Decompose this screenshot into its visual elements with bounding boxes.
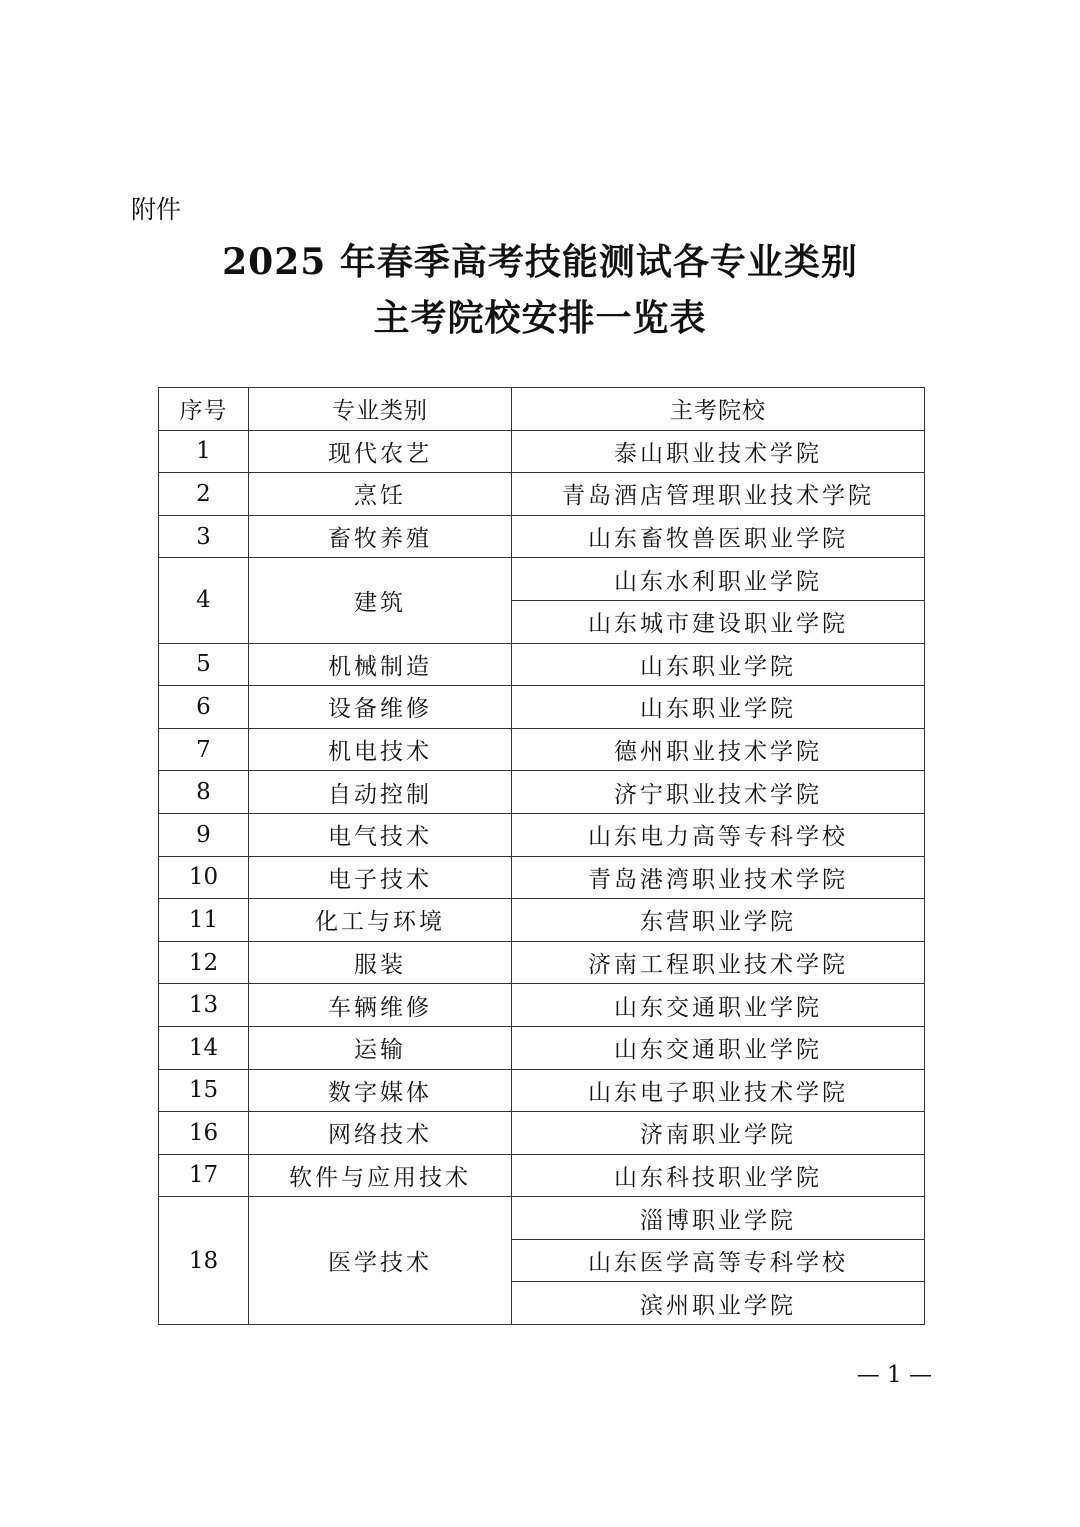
school-cell: 山东医学高等专科学校 <box>512 1239 925 1282</box>
school-cell: 山东电力高等专科学校 <box>512 813 925 856</box>
serial-cell: 14 <box>159 1026 249 1069</box>
serial-cell: 6 <box>159 686 249 729</box>
page-number: — 1 — <box>856 1362 932 1388</box>
serial-cell: 7 <box>159 728 249 771</box>
serial-cell: 4 <box>159 558 249 643</box>
category-cell: 网络技术 <box>249 1112 512 1155</box>
category-cell: 机械制造 <box>249 643 512 686</box>
category-cell: 服装 <box>249 941 512 984</box>
school-cell: 山东职业学院 <box>512 643 925 686</box>
serial-cell: 9 <box>159 813 249 856</box>
category-cell: 自动控制 <box>249 771 512 814</box>
school-cell: 山东职业学院 <box>512 686 925 729</box>
category-cell: 机电技术 <box>249 728 512 771</box>
school-cell: 山东交通职业学院 <box>512 1026 925 1069</box>
exam-arrangement-table <box>158 387 925 1325</box>
school-cell: 青岛酒店管理职业技术学院 <box>512 473 925 516</box>
school-cell: 泰山职业技术学院 <box>512 430 925 473</box>
table-row <box>159 473 925 516</box>
category-cell: 化工与环境 <box>249 899 512 942</box>
table-row <box>159 984 925 1027</box>
table-row <box>159 899 925 942</box>
category-cell: 畜牧养殖 <box>249 515 512 558</box>
serial-cell: 16 <box>159 1112 249 1155</box>
header-serial: 序号 <box>159 388 249 431</box>
table-row <box>159 1112 925 1155</box>
category-cell: 建筑 <box>249 558 512 643</box>
school-cell: 滨州职业学院 <box>512 1282 925 1325</box>
school-cell: 山东科技职业学院 <box>512 1154 925 1197</box>
serial-cell: 10 <box>159 856 249 899</box>
table-row <box>159 686 925 729</box>
category-cell: 现代农艺 <box>249 430 512 473</box>
table-row <box>159 430 925 473</box>
serial-cell: 13 <box>159 984 249 1027</box>
serial-cell: 5 <box>159 643 249 686</box>
school-cell: 济宁职业技术学院 <box>512 771 925 814</box>
document-title-line-2: 主考院校安排一览表 <box>373 297 707 339</box>
table-row <box>159 1154 925 1197</box>
serial-cell: 15 <box>159 1069 249 1112</box>
table-row <box>159 1197 925 1240</box>
school-cell: 山东水利职业学院 <box>512 558 925 601</box>
school-cell: 山东畜牧兽医职业学院 <box>512 515 925 558</box>
category-cell: 运输 <box>249 1026 512 1069</box>
serial-cell: 12 <box>159 941 249 984</box>
table-row <box>159 1069 925 1112</box>
school-cell: 济南职业学院 <box>512 1112 925 1155</box>
table-header-row <box>159 388 925 431</box>
serial-cell: 2 <box>159 473 249 516</box>
table-row <box>159 856 925 899</box>
table-row <box>159 728 925 771</box>
table-row <box>159 643 925 686</box>
school-cell: 山东城市建设职业学院 <box>512 600 925 643</box>
school-cell: 淄博职业学院 <box>512 1197 925 1240</box>
serial-cell: 1 <box>159 430 249 473</box>
school-cell: 济南工程职业技术学院 <box>512 941 925 984</box>
school-cell: 德州职业技术学院 <box>512 728 925 771</box>
category-cell: 软件与应用技术 <box>249 1154 512 1197</box>
attachment-label: 附件 <box>131 195 182 224</box>
table-row <box>159 813 925 856</box>
header-school: 主考院校 <box>512 388 925 431</box>
category-cell: 车辆维修 <box>249 984 512 1027</box>
category-cell: 电气技术 <box>249 813 512 856</box>
category-cell: 设备维修 <box>249 686 512 729</box>
table-body <box>159 430 925 1324</box>
table-row <box>159 771 925 814</box>
header-category: 专业类别 <box>249 388 512 431</box>
serial-cell: 11 <box>159 899 249 942</box>
school-cell: 山东电子职业技术学院 <box>512 1069 925 1112</box>
serial-cell: 17 <box>159 1154 249 1197</box>
school-cell: 东营职业学院 <box>512 899 925 942</box>
category-cell: 电子技术 <box>249 856 512 899</box>
school-cell: 青岛港湾职业技术学院 <box>512 856 925 899</box>
table-row <box>159 941 925 984</box>
document-title-line-1: 2025 年春季高考技能测试各专业类别 <box>222 241 858 283</box>
table-row <box>159 515 925 558</box>
category-cell: 数字媒体 <box>249 1069 512 1112</box>
table-row <box>159 558 925 601</box>
category-cell: 烹饪 <box>249 473 512 516</box>
serial-cell: 8 <box>159 771 249 814</box>
serial-cell: 3 <box>159 515 249 558</box>
school-cell: 山东交通职业学院 <box>512 984 925 1027</box>
serial-cell: 18 <box>159 1197 249 1325</box>
table-row <box>159 1026 925 1069</box>
category-cell: 医学技术 <box>249 1197 512 1325</box>
